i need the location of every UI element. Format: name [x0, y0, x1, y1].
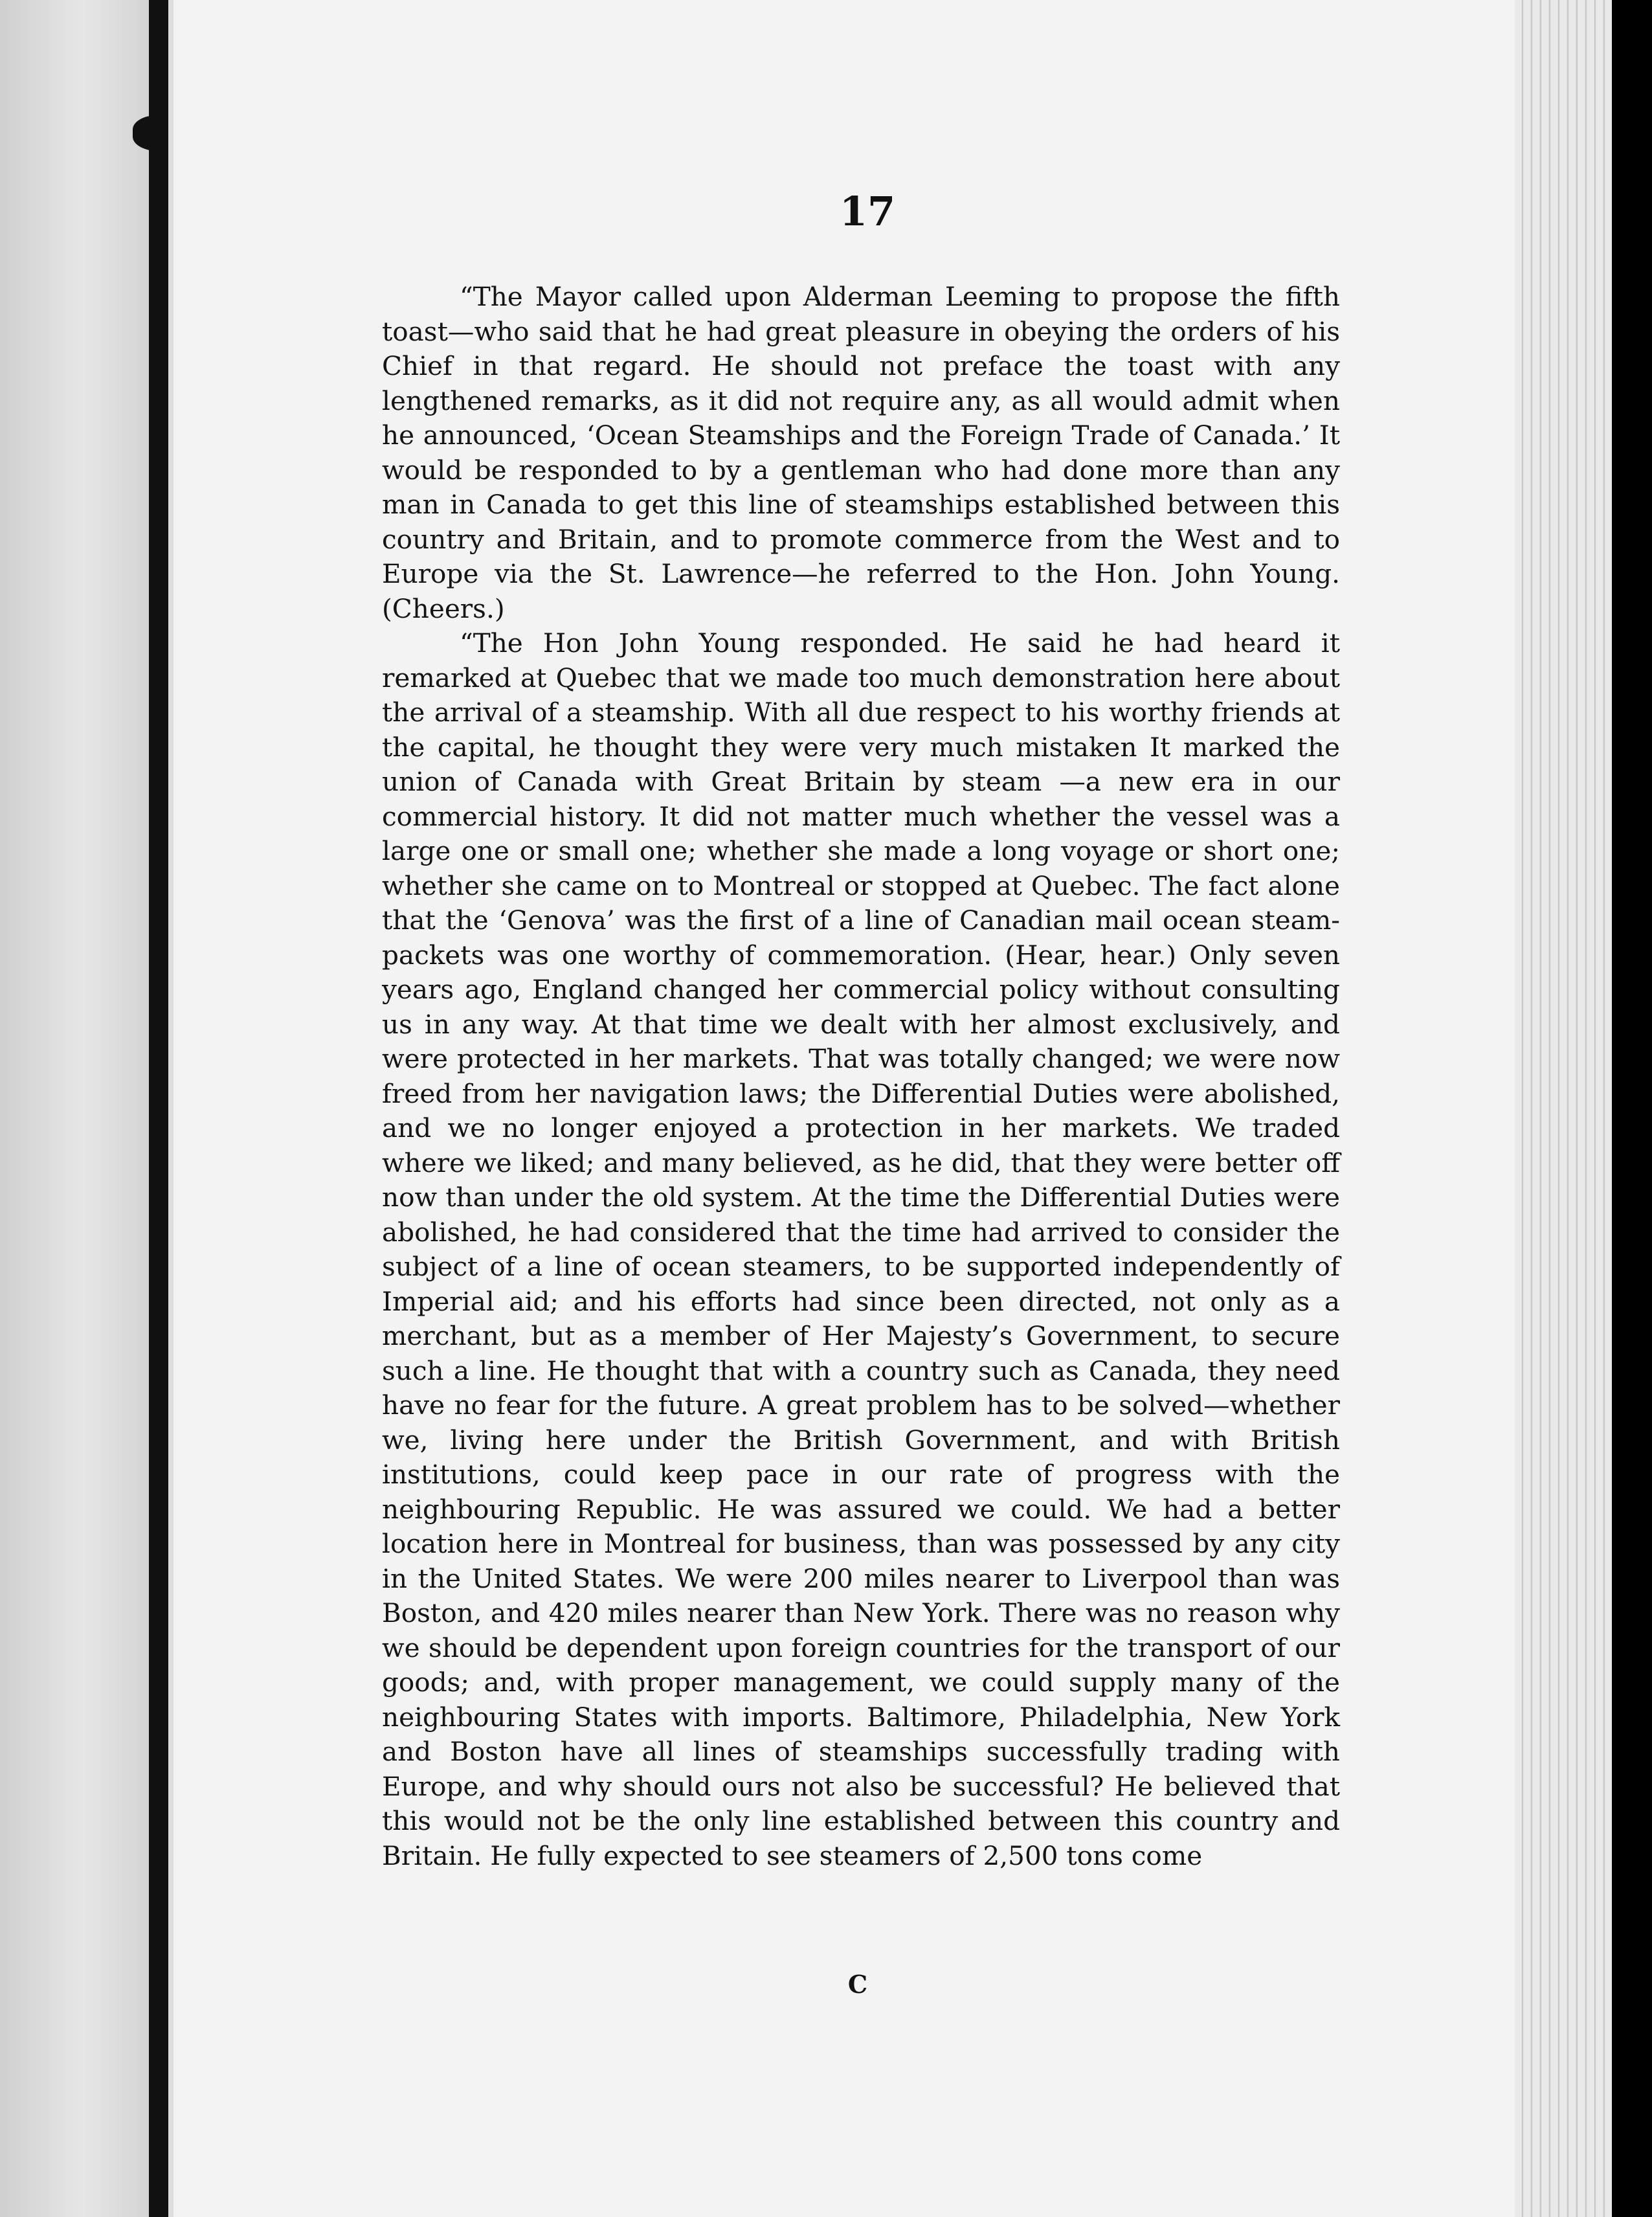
stacked-page-edges [1515, 0, 1612, 2217]
body-text [382, 280, 1340, 1873]
paragraph-young-response: “The Hon John Young responded. He said he had heard it remarked at Quebec that we made too much demonstration here about the arrival of a steamship. With all due respect to his worthy friends at the capital, he thought they were very much mistaken It marked the union of Canada with Great Britain by steam —a new era in our commercial history. It did not matter much whether the vessel was a large one or small one; whether she made a long voyage or short one; whether she came on to Montreal or stopped at Quebec. The fact alone that the ‘Genova’ was the first of a line of Canadian mail ocean steam-packets was one worthy of commemoration. (Hear, hear.) Only seven years ago, England changed her commercial policy without consulting us in any way. At that time we dealt with her almost exclusively, and were protected in her markets. That was totally changed; we were now freed from her navigation laws; the Differential Duties were abolished, and we no longer enjoyed a protection in her markets. We traded where we liked; and many believed, as he did, that they were better off now than under the old system. At the time the Differential Duties were abolished, he had considered that the time had arrived to consider the subject of a line of ocean steamers, to be supported independently of Imperial aid; and his efforts had since been directed, not only as a merchant, but as a member of Her Majesty’s Government, to secure such a line. He thought that with a country such as Canada, they need have no fear for the future. A great problem has to be solved—whether we, living here under the British Government, and with British institutions, could keep pace in our rate of progress with the neighbouring Republic. He was assured we could. We had a better location here in Montreal for business, than was possessed by any city in the United States. We were 200 miles nearer to Liverpool than was Boston, and 420 miles nearer than New York. There was no reason why we should be dependent upon foreign countries for the transport of our goods; and, with proper management, we could supply many of the neighbouring States with imports. Baltimore, Philadelphia, New York and Boston have all lines of steamships successfully trading with Europe, and why should ours not also be successful? He believed that this would not be the only line established between this country and Britain. He fully expected to see steamers of 2,500 tons come [382, 627, 1340, 1871]
scan-border [1612, 0, 1652, 2217]
page-number: 17 [839, 188, 896, 235]
printer-signature-mark: C [847, 1970, 868, 1999]
book-gutter [149, 0, 168, 2217]
facing-page-edge [0, 0, 149, 2217]
paragraph-mayor-toast: “The Mayor called upon Alderman Leeming to propose the fifth toast—who said that he had great pleasure in obeying the orders of his Chief in that regard. He should not preface the toast with any lengthened remarks, as it did not require any, as all would admit when he announced, ‘Ocean Steamships and the Foreign Trade of Canada.’ It would be responded to by a gentleman who had done more than any man in Canada to get this line of steamships established between this country and Britain, and to promote commerce from the West and to Europe via the St. Lawrence—he referred to the Hon. John Young. (Cheers.) [382, 281, 1340, 624]
